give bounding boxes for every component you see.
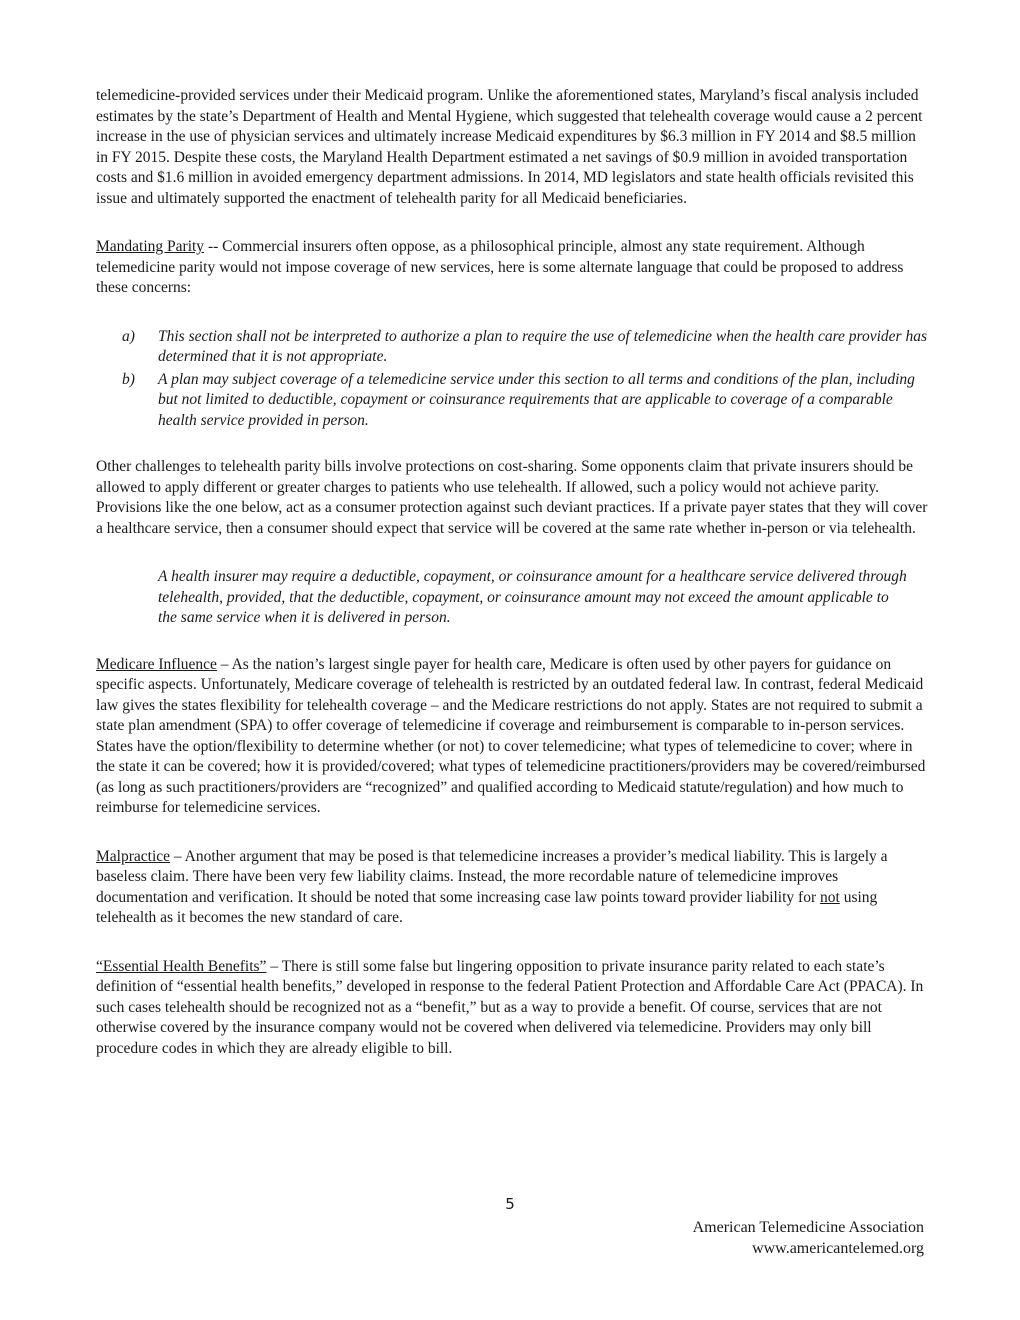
cost-sharing-paragraph: Other challenges to telehealth parity bills involve protections on cost-sharing. Some opponents claim that private insurers should be allowed to apply different or greater charges to patients who use telehealth. If allowed, such a policy would not achieve parity. Provisions like the one below, act as a consumer protection against such deviant practices. If a private payer states that they will cover a healthcare service, then a consumer should expect that service will be covered at the same rate whether in-person or via telehealth. — [96, 458, 928, 537]
list-item — [96, 327, 928, 368]
essential-health-benefits-text: – There is still some false but lingering opposition to private insurance parity related to each state’s definition of “essential health benefits,” developed in response to the federal Patient Protection and Affordable Care Act (PPACA). In such cases telehealth should be recognized not as a “benefit,” but as a way to provide a benefit. Of course, services that are not otherwise covered by the insurance company would not be covered when delivered via telemedicine. Providers may only bill procedure codes in which they are already eligible to bill. — [96, 957, 924, 1057]
footer-url: www.americantelemed.org — [752, 1240, 924, 1257]
intro-paragraph: telemedicine-provided services under their Medicaid program. Unlike the aforementioned states, Maryland’s fiscal analysis included estimates by the state’s Department of Health and Mental Hygiene, which suggested that telehealth coverage would cause a 2 percent increase in the use of physician services and ultimately increase Medicaid expenditures by $6.3 million in FY 2014 and $8.5 million in FY 2015. Despite these costs, the Maryland Health Department estimated a net savings of $0.9 million in avoided transportation costs and $1.6 million in avoided emergency department admissions. In 2014, MD legislators and state health officials revisited this issue and ultimately supported the enactment of telehealth parity for all Medicaid beneficiaries. — [96, 87, 923, 207]
mandating-parity-section — [96, 237, 928, 299]
essential-health-benefits-heading: “Essential Health Benefits” — [96, 957, 267, 975]
malpractice-text-after: using telehealth as it becomes the new standard of care. — [96, 888, 878, 926]
medicare-influence-heading: Medicare Influence — [96, 655, 217, 673]
medicare-influence-section — [96, 655, 928, 819]
mandating-parity-heading: Mandating Parity — [96, 238, 205, 255]
malpractice-underlined-word: not — [820, 888, 840, 906]
list-marker: a) — [122, 327, 135, 345]
malpractice-heading: Malpractice — [96, 847, 171, 865]
mandating-parity-text: -- Commercial insurers often oppose, as a philosophical principle, almost any state requirement. Although telemedicine parity would not impose coverage of new services, here is some alternate language that could be proposed to address these concerns: — [96, 238, 904, 296]
document-body — [96, 86, 928, 1087]
essential-health-benefits-section — [96, 957, 928, 1060]
footer — [693, 1217, 924, 1259]
page-number: 5 — [505, 1195, 515, 1213]
model-language-quote: A health insurer may require a deductible, copayment, or coinsurance amount for a healthcare service delivered through telehealth, provided, that the deductible, copayment, or coinsurance amount may not exceed the amount applicable to the same service when it is delivered in person. — [158, 568, 907, 626]
medicare-influence-text: – As the nation’s largest single payer for health care, Medicare is often used by other payers for guidance on specific aspects. Unfortunately, Medicare coverage of telehealth is restricted by an outdated federal law. In contrast, federal Medicaid law gives the states flexibility for telehealth coverage – and the Medicare restrictions do not apply. States are not required to submit a state plan amendment (SPA) to offer coverage of telemedicine if coverage and reimbursement is comparable to in-person services. States have the option/flexibility to determine whether (or not) to cover telemedicine; what types of telemedicine to cover; where in the state it can be covered; how it is provided/covered; what types of telemedicine practitioners/providers may be covered/reimbursed (as long as such practitioners/providers are “recognized” and qualified according to Medicaid statute/regulation) and how much to reimburse for telemedicine services. — [96, 655, 926, 816]
list-marker: b) — [122, 370, 135, 388]
malpractice-text-before: – Another argument that may be posed is that telemedicine increases a provider’s medical liability. This is largely a baseless claim. There have been very few liability claims. Instead, the more recordable nature of telemedicine improves documentation and verification. It should be noted that some increasing case law points toward provider liability for — [96, 847, 888, 906]
list-item — [96, 370, 928, 432]
list-item-text: A plan may subject coverage of a telemedicine service under this section to all terms and conditions of the plan, including but not limited to deductible, copayment or coinsurance requirements that are applicable to coverage of a comparable health service provided in person. — [158, 370, 915, 429]
alternate-language-list — [96, 327, 928, 432]
footer-org-name: American Telemedicine Association — [692, 1219, 924, 1236]
list-item-text: This section shall not be interpreted to authorize a plan to require the use of telemedicine when the health care provider has determined that it is not appropriate. — [158, 327, 927, 365]
malpractice-section — [96, 847, 928, 929]
